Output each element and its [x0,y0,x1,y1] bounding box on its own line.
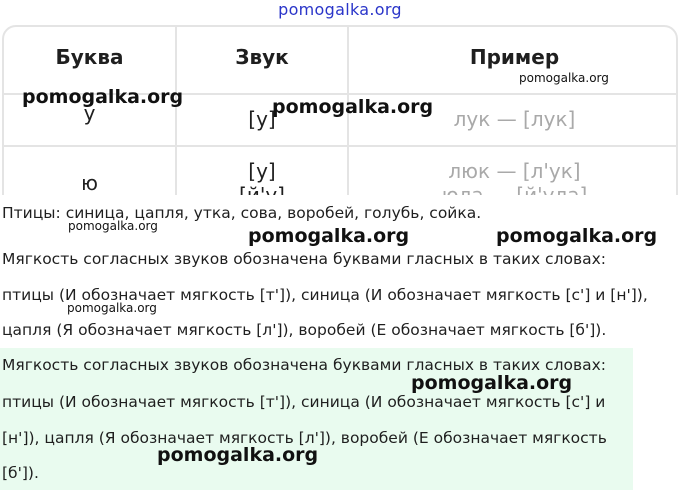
table-cell-letter: у [83,101,96,125]
table-header-example: Пример [469,45,560,69]
table-header-sound: Звук [235,45,289,69]
watermark: pomogalka.org [157,444,319,466]
watermark: pomogalka.org [22,86,184,108]
answer-line: птицы (И обозначает мягкость [т']), синица (И обозначает мягкость [с'] и [2,393,606,411]
birds-text: Птицы: синица, цапля, утка, сова, воробей, голубь, сойка. [2,204,482,222]
table-divider [4,145,676,147]
table-cell-letter: ю [81,171,98,195]
watermark: pomogalka.org [496,225,658,247]
intro-text: Мягкость согласных звуков обозначена буквами гласных в таких словах: [2,250,606,268]
watermark: pomogalka.org [248,225,410,247]
answer-line: [б']). [2,464,39,482]
site-watermark: pomogalka.org [278,0,402,19]
watermark: pomogalka.org [68,219,158,233]
watermark: pomogalka.org [67,301,157,315]
answer-line: [н']), цапля (Я обозначает мягкость [л']), воробей (Е обозначает мягкость [2,429,607,447]
watermark: pomogalka.org [411,372,573,394]
watermark: pomogalka.org [519,71,609,85]
answer-intro: Мягкость согласных звуков обозначена буквами гласных в таких словах: [2,356,606,374]
table-cell-sound: [у] [248,159,276,183]
table-header-letter: Буква [55,45,124,69]
watermark: pomogalka.org [272,96,434,118]
table-cell-example: люк — [л'ук] [448,159,581,183]
paragraph-line: цапля (Я обозначает мягкость [л']), воробей (Е обозначает мягкость [б']). [2,321,607,339]
table-cell-example: лук — [лук] [453,107,576,131]
table-cell-sound: [у] [248,107,276,131]
paragraph-line: птицы (И обозначает мягкость [т']), синица (И обозначает мягкость [с'] и [н']), [2,286,648,304]
